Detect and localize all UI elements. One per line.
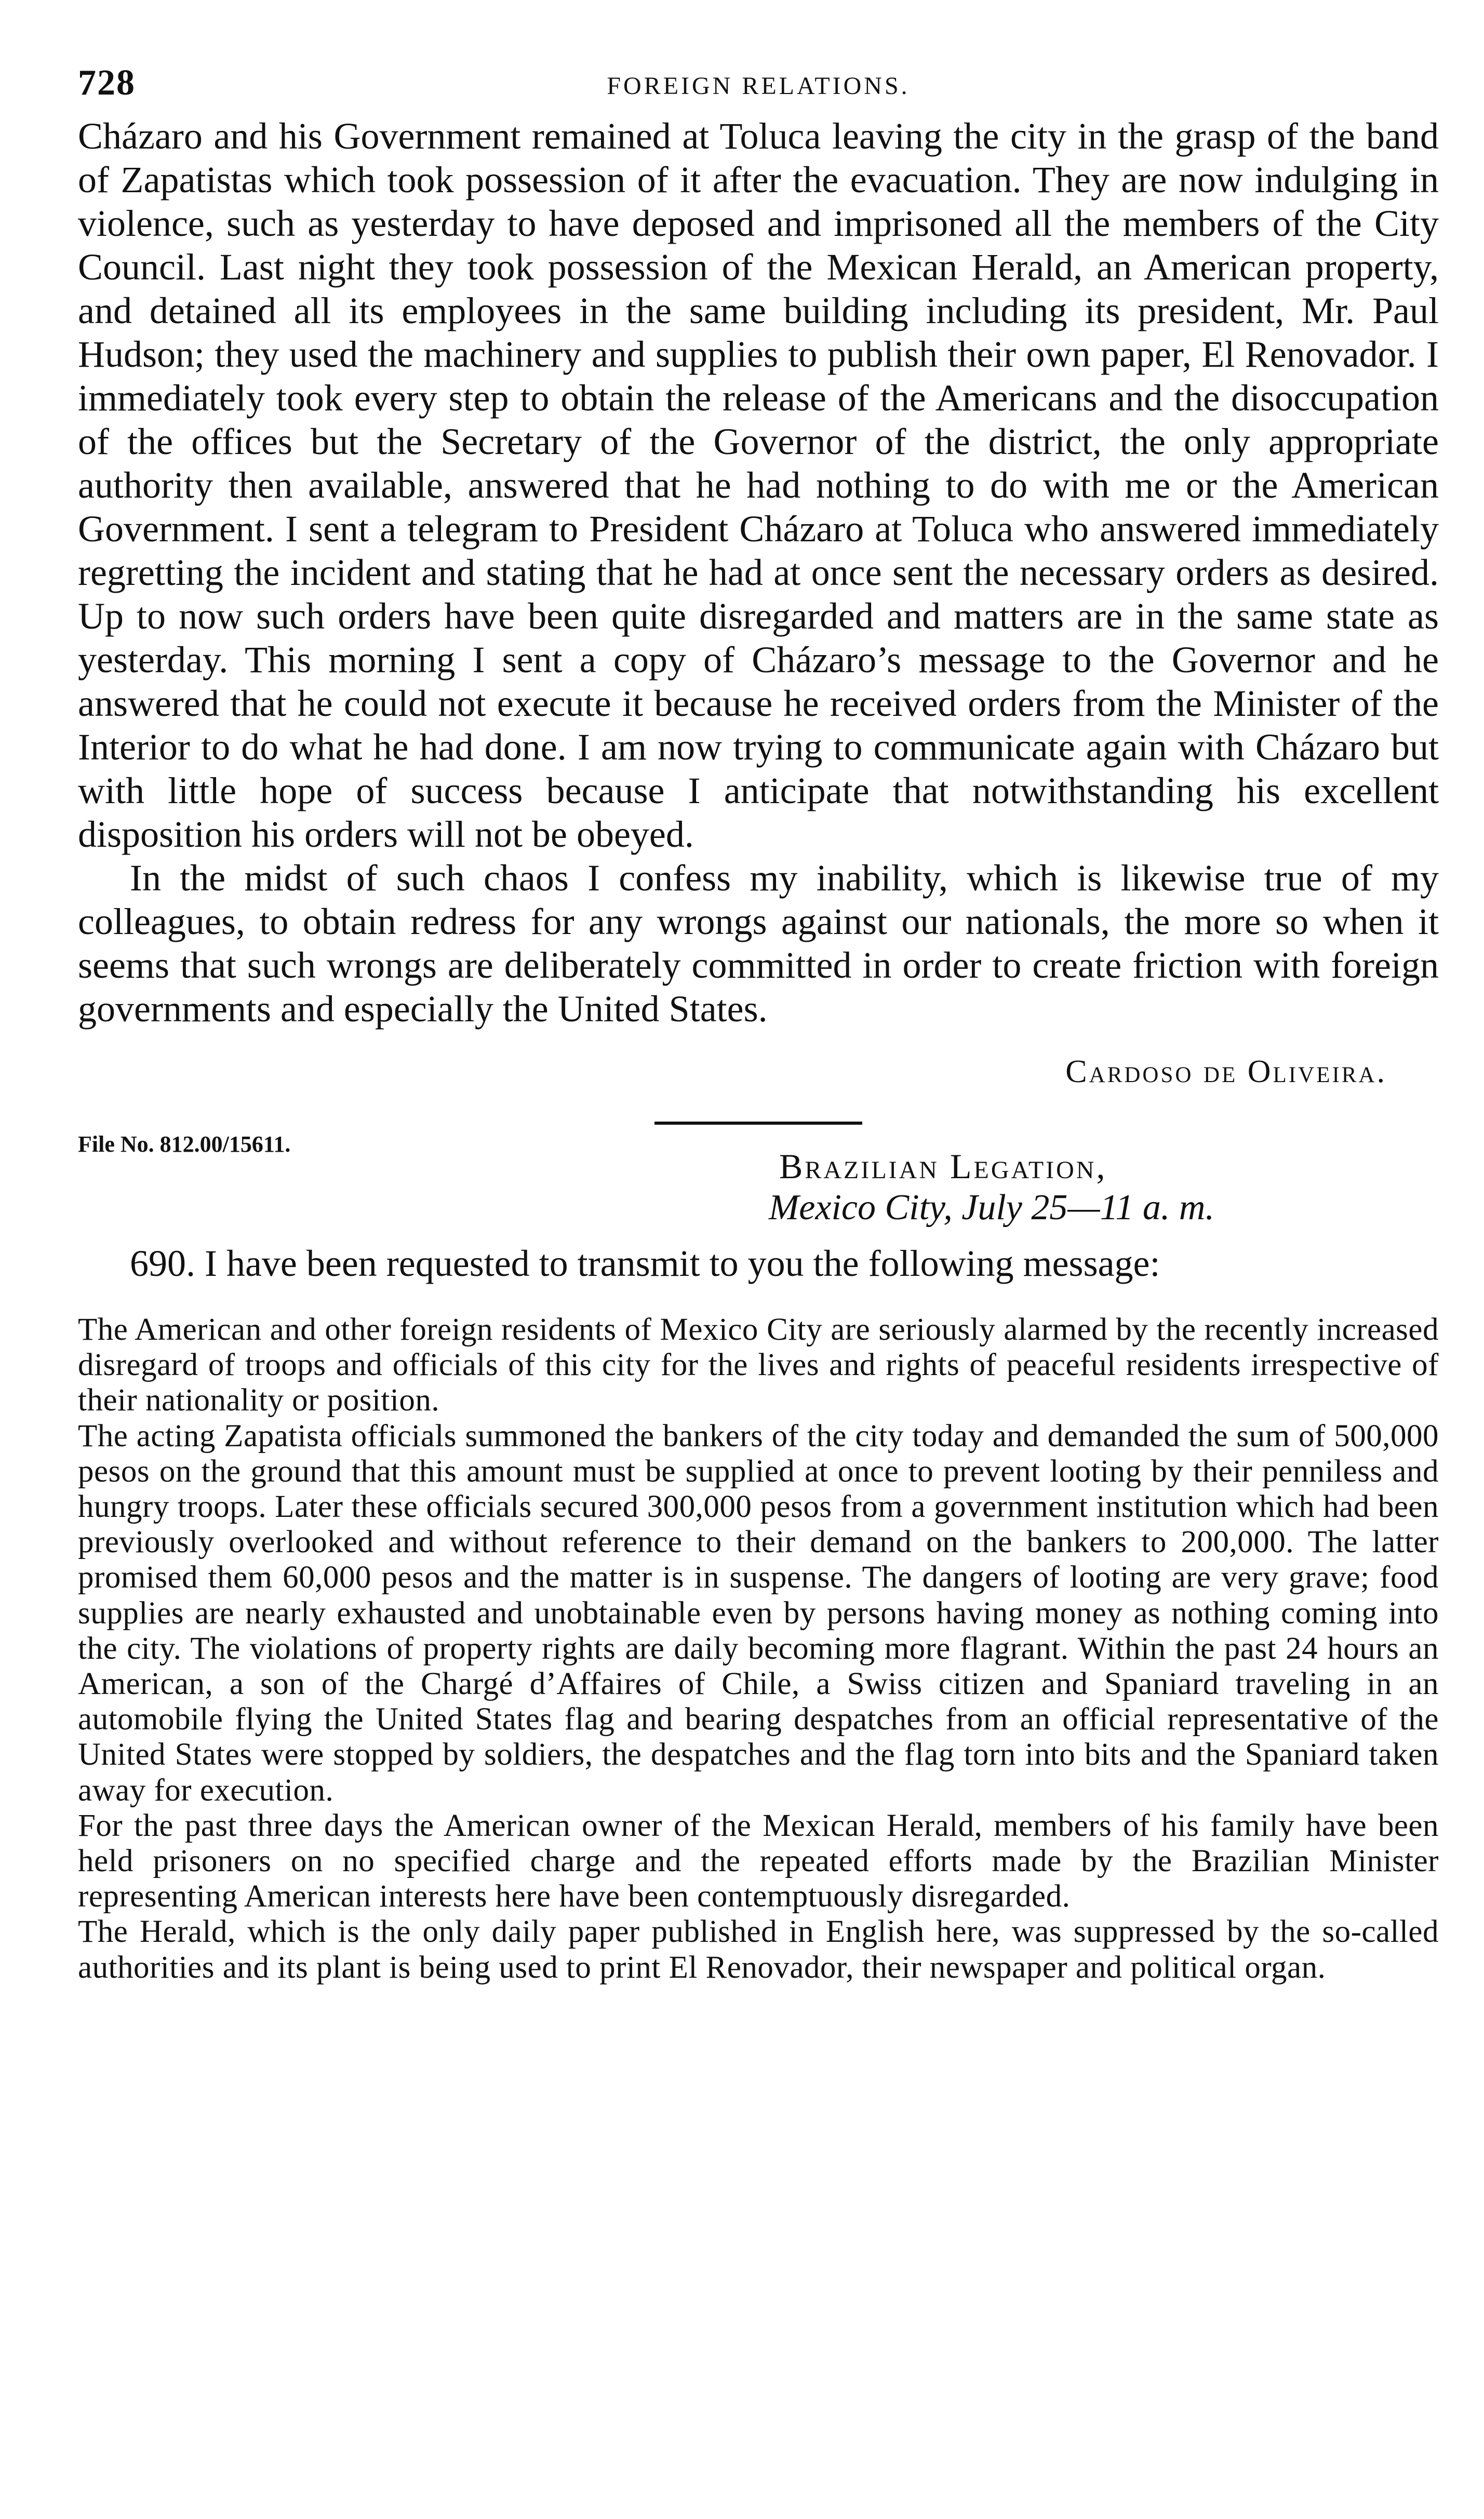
document-number: 690. [130, 1243, 195, 1284]
page-content [78, 57, 1439, 1985]
body-paragraph: Cházaro and his Government remained at Toluca leaving the city in the grasp of the band of Zapatistas which took possession of it after the evacuation. They are now indulging in violence, such as yesterday to have deposed and imprisoned all the members of the City Council. Last night they took possession of the Mexican Herald, an American property, and detained all its employees in the same building including its president, Mr. Paul Hudson; they used the machinery and supplies to publish their own paper, El Renovador. I immediately took every step to obtain the release of the Americans and the disoccupation of the offices but the Secretary of the Governor of the district, the only appropriate authority then available, answered that he had nothing to do with me or the American Government. I sent a telegram to President Cházaro at Toluca who answered immediately regretting the incident and stating that he had at once sent the necessary orders as desired. Up to now such orders have been quite disregarded and matters are in the same state as yesterday. This morning I sent a copy of Cházaro’s message to the Governor and he answered that he could not execute it because he received orders from the Minister of the Interior to do what he had done. I am now trying to communicate again with Cházaro but with little hope of success because I anticipate that notwithstanding his excellent disposition his orders will not be obeyed. [78, 115, 1439, 855]
signature: Cardoso de Oliveira. [1065, 1054, 1387, 1089]
dateline: Mexico City, July 25—11 a. m. [769, 1188, 1214, 1228]
running-head: FOREIGN RELATIONS. [607, 72, 910, 100]
legation-heading: Brazilian Legation, [779, 1147, 1107, 1186]
message-paragraph: The acting Zapatista officials summoned the bankers of the city today and demanded the sum of 500,000 pesos on the ground that this amount must be supplied at once to prevent looting by their penniless and hungry troops. Later these officials secured 300,000 pesos from a government institution which had been previously overlooked and without reference to their demand on the bankers to 200,000. The latter promised them 60,000 pesos and the matter is in suspense. The dangers of looting are very grave; food supplies are nearly exhausted and unobtainable even by persons having money as nothing coming into the city. The violations of property rights are daily becoming more flagrant. Within the past 24 hours an American, a son of the Chargé d’Affaires of Chile, a Swiss citizen and Spaniard traveling in an automobile flying the United States flag and bearing despatches from an official representative of the United States were stopped by soldiers, the despatches and the flag torn into bits and the Spaniard taken away for execution. [78, 1418, 1439, 1808]
page-header [78, 57, 1439, 114]
file-block [78, 1125, 1439, 1242]
message-paragraph: For the past three days the American owner of the Mexican Herald, members of his family have been held prisoners on no specified charge and the repeated efforts made by the Brazilian Minister representing American interests here have been contemptuously disregarded. [78, 1808, 1439, 1914]
telegram-intro-text: I have been requested to transmit to you the following message: [205, 1243, 1160, 1284]
page-number: 728 [78, 63, 136, 103]
telegram-intro [78, 1242, 1439, 1285]
message-paragraph: The American and other foreign residents of Mexico City are seriously alarmed by the recently increased disregard of troops and officials of this city for the lives and rights of peaceful residents irrespective of their nationality or position. [78, 1312, 1439, 1418]
message-paragraph: The Herald, which is the only daily paper published in English here, was suppressed by the so-called authorities and its plant is being used to print El Renovador, their newspaper and political organ. [78, 1914, 1439, 1985]
body-paragraph: In the midst of such chaos I confess my inability, which is likewise true of my colleagues, to obtain redress for any wrongs against our nationals, the more so when it seems that such wrongs are deliberately committed in order to create friction with foreign governments and especially the United States. [78, 857, 1439, 1030]
file-number: File No. 812.00/15611. [78, 1131, 291, 1157]
